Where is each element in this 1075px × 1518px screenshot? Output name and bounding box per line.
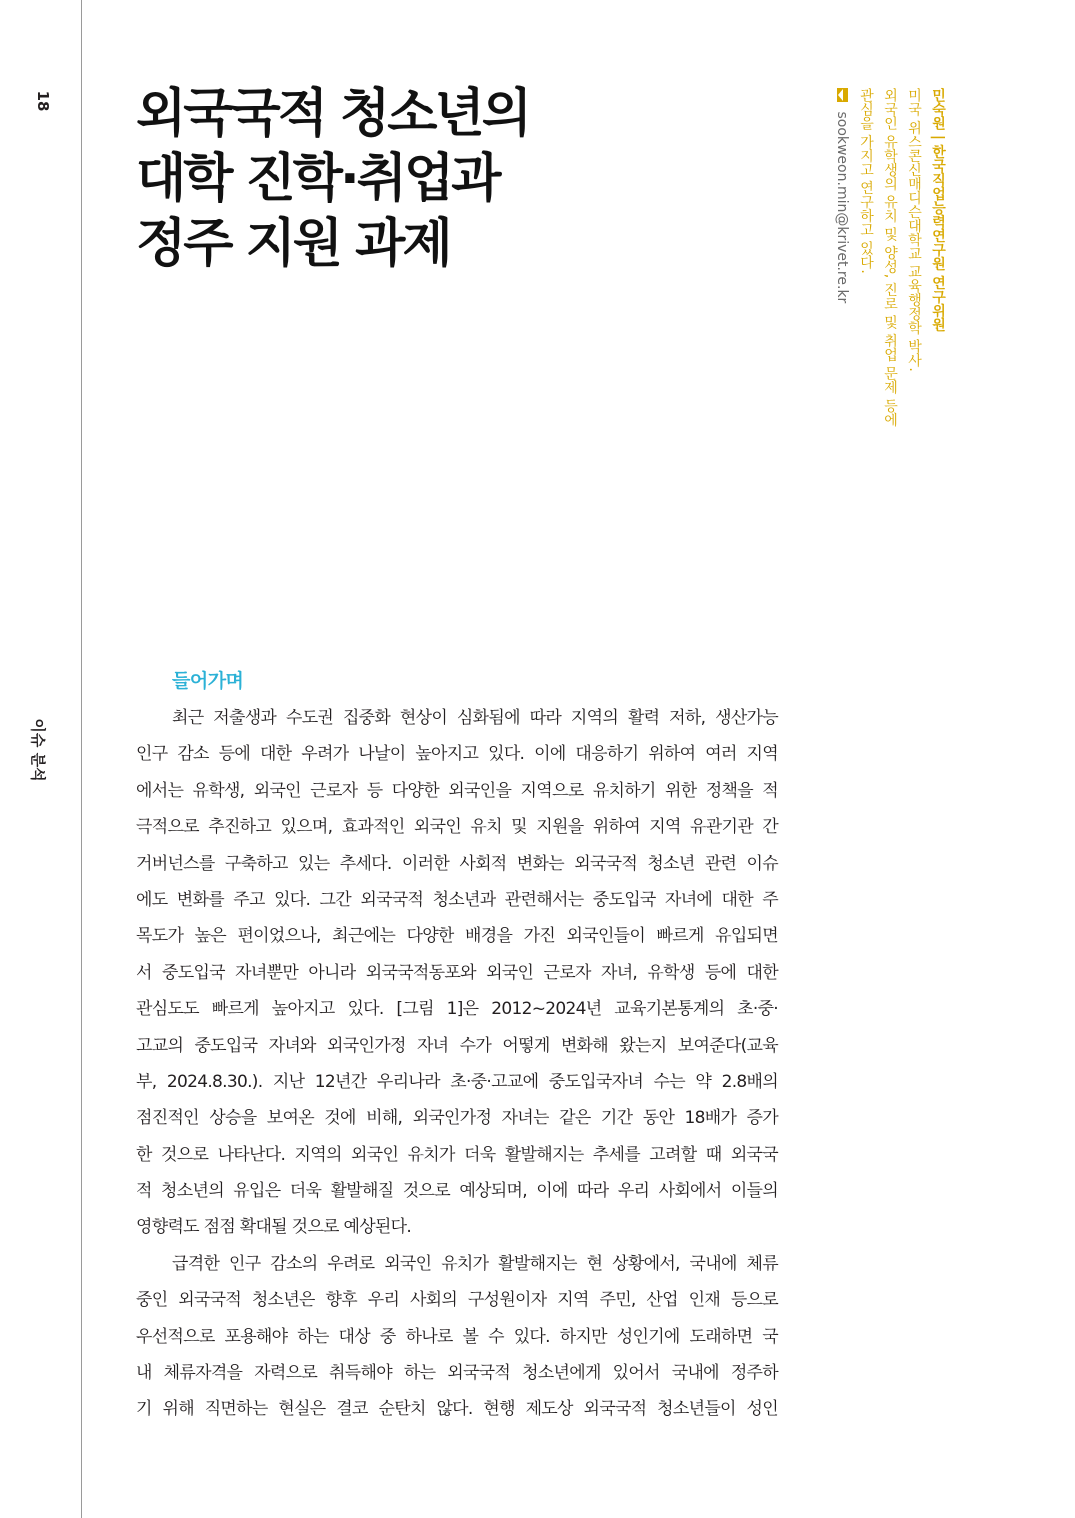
author-bio-line: 미국 위스콘신매디슨대학교 교육행정학 박사. xyxy=(906,88,922,372)
section-heading: 들어가며 xyxy=(172,670,244,692)
text-line: 부, 2024.8.30.). 지난 12년간 우리나라 초·중·고교에 중도입국자녀 수는 약 2.8배의 xyxy=(136,1071,778,1092)
mail-icon xyxy=(837,88,848,102)
text-line: 급격한 인구 감소의 우려로 외국인 유치가 활발해지는 현 상황에서, 국내에 체류 xyxy=(172,1253,778,1274)
author-name: 민숙원 | 한국직업능력연구원 연구위원 xyxy=(930,88,946,332)
author-bio-line: 관심을 가지고 연구하고 있다. xyxy=(858,88,874,274)
text-line: 인구 감소 등에 대한 우려가 나날이 높아지고 있다. 이에 대응하기 위하여 여러 지역 xyxy=(136,744,778,765)
author-email-row xyxy=(830,88,854,528)
author-email[interactable]: sookweon.min@krivet.re.kr xyxy=(834,111,850,304)
title-line: 대학 진학·취업과 xyxy=(136,149,499,209)
title-line: 외국국적 청소년의 xyxy=(136,84,529,144)
text-line: 기 위해 직면하는 현실은 결코 순탄치 않다. 현행 제도상 외국국적 청소년들이 성인 xyxy=(136,1399,778,1420)
author-bio-line: 외국인 유학생의 유치 및 양성, 진로 및 취업 문제 등에 xyxy=(882,88,898,427)
text-line: 영향력도 점점 확대될 것으로 예상된다. xyxy=(136,1217,412,1238)
text-line: 서 중도입국 자녀뿐만 아니라 외국국적동포와 외국인 근로자 자녀, 유학생 등에 대한 xyxy=(136,962,778,983)
text-line: 고교의 중도입국 자녀와 외국인가정 자녀 수가 어떻게 변화해 왔는지 보여준다(교육 xyxy=(136,1035,778,1056)
text-line: 최근 저출생과 수도권 집중화 현상이 심화됨에 따라 지역의 활력 저하, 생산가능 xyxy=(172,708,778,728)
section-label: 이슈 분석 xyxy=(29,718,47,782)
text-line: 적 청소년의 유입은 더욱 활발해질 것으로 예상되며, 이에 따라 우리 사회에서 이들의 xyxy=(136,1181,778,1202)
title-line: 정주 지원 과제 xyxy=(136,214,450,274)
text-line: 중인 외국국적 청소년은 향후 우리 사회의 구성원이자 지역 주민, 산업 인재 등으로 xyxy=(136,1290,778,1311)
text-line: 거버넌스를 구축하고 있는 추세다. 이러한 사회적 변화는 외국국적 청소년 관련 이슈 xyxy=(136,853,778,874)
page-number: 18 xyxy=(34,90,52,112)
article-title xyxy=(136,82,696,277)
author-info xyxy=(800,88,950,528)
text-line: 우선적으로 포용해야 하는 대상 중 하나로 볼 수 있다. 하지만 성인기에 도래하면 국 xyxy=(136,1326,778,1347)
text-line: 관심도도 빠르게 높아지고 있다. [그림 1]은 2012~2024년 교육기본통계의 초·중· xyxy=(136,999,778,1020)
text-line: 에서는 유학생, 외국인 근로자 등 다양한 외국인을 지역으로 유치하기 위한 정책을 적 xyxy=(136,780,778,801)
text-line: 점진적인 상승을 보여온 것에 비해, 외국인가정 자녀는 같은 기간 동안 18배가 증가 xyxy=(136,1108,778,1129)
text-line: 에도 변화를 주고 있다. 그간 외국국적 청소년과 관련해서는 중도입국 자녀에 대한 주 xyxy=(136,889,778,910)
article-body xyxy=(136,700,778,1428)
margin-rule xyxy=(81,0,82,1518)
text-line: 목도가 높은 편이었으나, 최근에는 다양한 배경을 가진 외국인들이 빠르게 유입되면 xyxy=(136,926,778,947)
text-line: 내 체류자격을 자력으로 취득해야 하는 외국국적 청소년에게 있어서 국내에 정주하 xyxy=(136,1363,778,1384)
text-line: 한 것으로 나타난다. 지역의 외국인 유치가 더욱 활발해지는 추세를 고려할 때 외국국 xyxy=(136,1144,778,1165)
text-line: 극적으로 추진하고 있으며, 효과적인 외국인 유치 및 지원을 위하여 지역 유관기관 간 xyxy=(136,817,778,838)
